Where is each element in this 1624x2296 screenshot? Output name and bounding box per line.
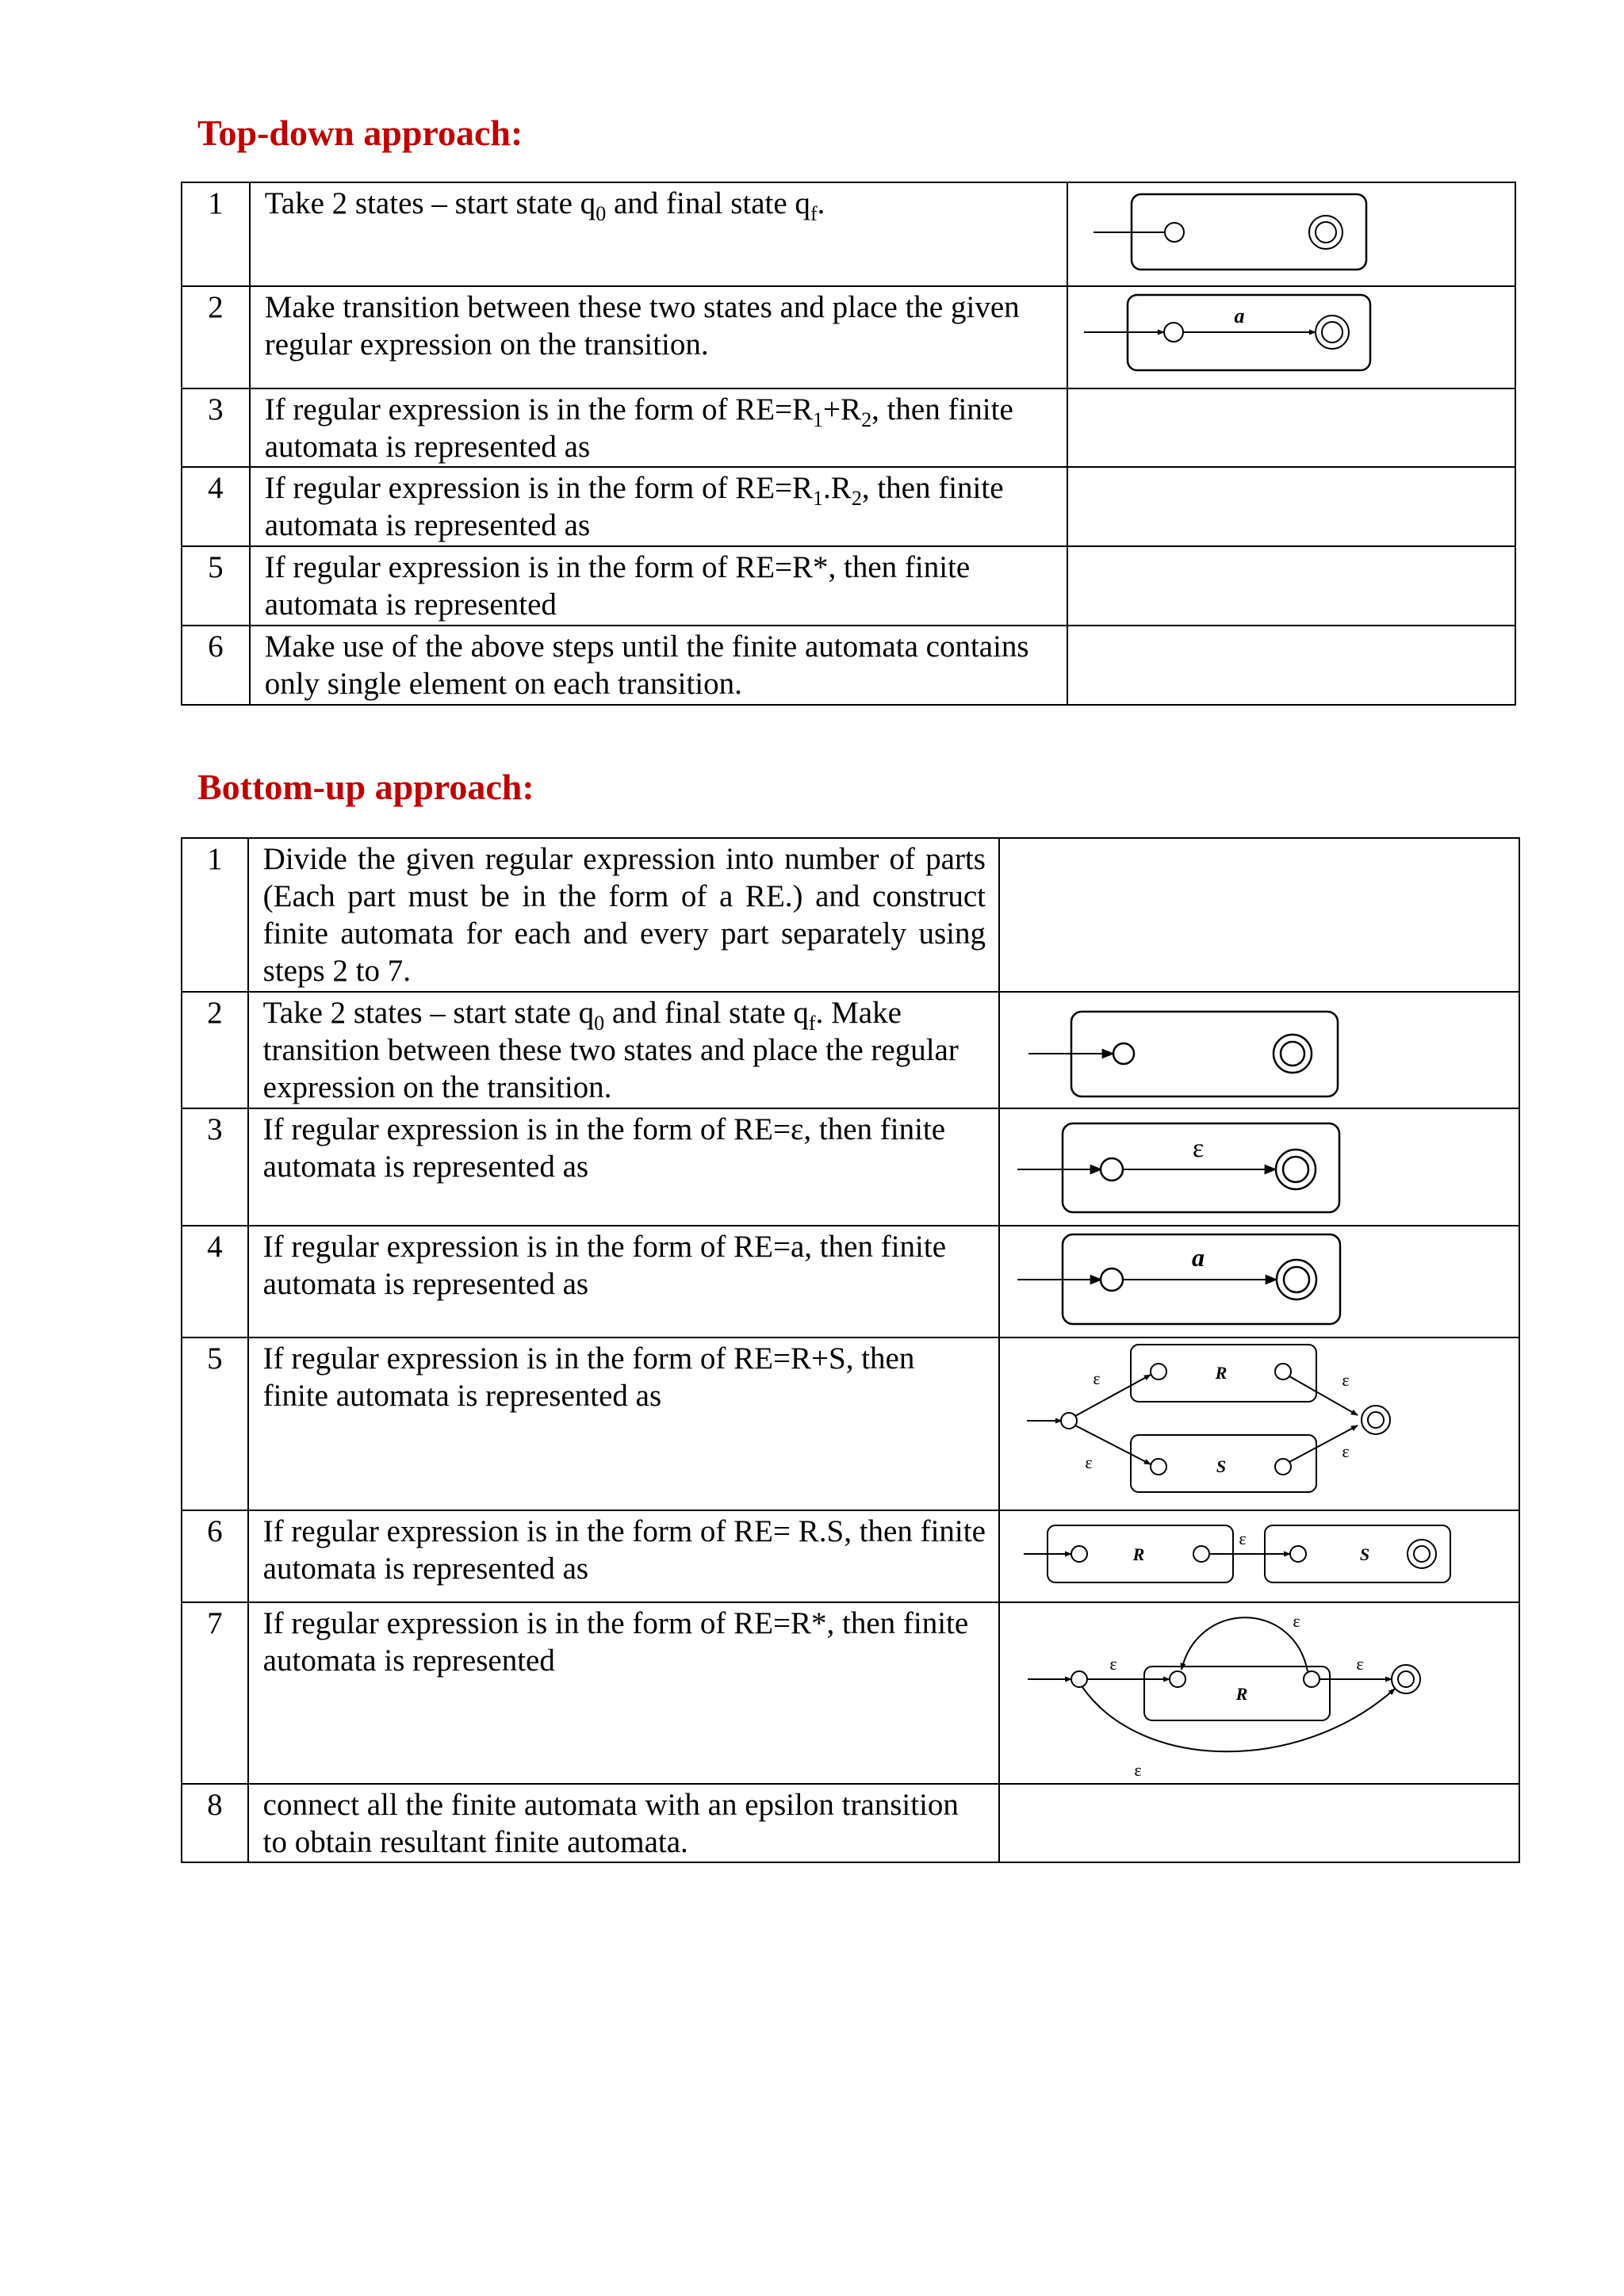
s-label: S xyxy=(1216,1456,1227,1476)
table-row xyxy=(182,1510,1519,1602)
final-state xyxy=(1309,216,1342,249)
step-number: 7 xyxy=(182,1602,248,1784)
table-row xyxy=(182,1784,1519,1862)
step-number: 2 xyxy=(182,992,248,1108)
step-text: Make transition between these two states and place the given regular expression on the transition. xyxy=(250,286,1067,388)
table-row xyxy=(182,626,1515,705)
step-figure-empty xyxy=(1067,388,1515,467)
epsilon-label: ε xyxy=(1356,1654,1364,1674)
step-figure xyxy=(999,1337,1519,1510)
start-state xyxy=(1165,223,1184,242)
r-label: R xyxy=(1235,1684,1248,1704)
step-text: If regular expression is in the form of RE=ε, then finite automata is represented as xyxy=(248,1108,999,1226)
step-number: 2 xyxy=(182,286,250,388)
epsilon-label: ε xyxy=(1109,1654,1117,1674)
step-text: If regular expression is in the form of RE=R+S, then finite automata is represented as xyxy=(248,1337,999,1510)
step-figure-empty xyxy=(1067,546,1515,626)
step-figure xyxy=(999,1510,1519,1602)
step-number: 4 xyxy=(182,1226,248,1337)
step-number: 6 xyxy=(182,1510,248,1602)
table-row xyxy=(182,1602,1519,1784)
automaton-transition-diagram xyxy=(1068,287,1515,388)
step-number: 5 xyxy=(182,546,250,626)
step-figure xyxy=(1067,286,1515,388)
table-row xyxy=(182,182,1515,286)
r-label: R xyxy=(1215,1363,1228,1383)
bottom-up-table xyxy=(181,837,1520,1863)
epsilon-label: ε xyxy=(1134,1760,1142,1780)
step-figure-empty xyxy=(1067,626,1515,705)
step-number: 6 xyxy=(182,626,250,705)
step-figure xyxy=(999,992,1519,1108)
automaton-start-final-diagram xyxy=(1068,183,1515,285)
epsilon-label: ε xyxy=(1342,1370,1350,1390)
step-figure-empty xyxy=(999,838,1519,992)
step-number: 3 xyxy=(182,388,250,467)
step-text: Make use of the above steps until the finite automata contains only single element on each transition. xyxy=(250,626,1067,705)
step-number: 5 xyxy=(182,1337,248,1510)
step-figure xyxy=(999,1602,1519,1784)
step-text: If regular expression is in the form of RE= R.S, then finite automata is represented as xyxy=(248,1510,999,1602)
epsilon-label: ε xyxy=(1239,1529,1247,1548)
top-down-heading: Top-down approach: xyxy=(197,113,523,153)
automaton-epsilon-diagram xyxy=(1000,1109,1519,1225)
step-number: 4 xyxy=(182,467,250,546)
table-row xyxy=(182,992,1519,1108)
epsilon-label: ε xyxy=(1093,1368,1101,1388)
epsilon-label: ε xyxy=(1085,1452,1093,1472)
step-number: 8 xyxy=(182,1784,248,1862)
epsilon-label: ε xyxy=(1342,1441,1350,1461)
step-number: 1 xyxy=(182,182,250,286)
automaton-start-final-diagram xyxy=(1000,993,1519,1108)
step-figure-empty xyxy=(1067,467,1515,546)
step-text: If regular expression is in the form of RE=a, then finite automata is represented as xyxy=(248,1226,999,1337)
transition-label: ε xyxy=(1192,1134,1205,1163)
s-label: S xyxy=(1359,1544,1370,1564)
step-text: If regular expression is in the form of RE=R*, then finite automata is represented xyxy=(250,546,1067,626)
step-text: Take 2 states – start state $q_0$ and final state $q_f$. Make transition between these two states and place the regular expression on the transition. xyxy=(248,992,999,1108)
epsilon-label: ε xyxy=(1293,1611,1300,1631)
r-label: R xyxy=(1132,1544,1145,1564)
automaton-concatenation-diagram xyxy=(1000,1511,1519,1601)
automaton-union-diagram xyxy=(1000,1338,1519,1510)
step-text: If regular expression is in the form of RE=R*, then finite automata is represented xyxy=(248,1602,999,1784)
transition-label: a xyxy=(1191,1243,1205,1272)
step-number: 1 xyxy=(182,838,248,992)
step-figure xyxy=(1067,182,1515,286)
table-row xyxy=(182,1108,1519,1226)
table-row xyxy=(182,546,1515,626)
table-row xyxy=(182,467,1515,546)
step-text: Take 2 states – start state $q_0$ and final state $q_f$. xyxy=(250,182,1067,286)
step-number: 3 xyxy=(182,1108,248,1226)
step-figure xyxy=(999,1226,1519,1337)
automaton-kleene-star-diagram xyxy=(1000,1603,1519,1783)
step-text: If regular expression is in the form of $RE=R_1+R_2$, then finite automata is represented as xyxy=(250,388,1067,467)
step-text: connect all the finite automata with an epsilon transition to obtain resultant finite automata. xyxy=(248,1784,999,1862)
table-row xyxy=(182,1226,1519,1337)
step-text: Divide the given regular expression into number of parts (Each part must be in the form of a RE.) and construct finite automata for each and every part separately using steps 2 to 7. xyxy=(248,838,999,992)
automaton-symbol-diagram xyxy=(1000,1226,1519,1337)
step-figure-empty xyxy=(999,1784,1519,1862)
table-row xyxy=(182,838,1519,992)
table-row xyxy=(182,388,1515,467)
table-row xyxy=(182,1337,1519,1510)
bottom-up-heading: Bottom-up approach: xyxy=(197,767,534,807)
step-text: If regular expression is in the form of $RE=R_1.R_2$, then finite automata is represented as xyxy=(250,467,1067,546)
top-down-table xyxy=(181,182,1516,706)
table-row xyxy=(182,286,1515,388)
transition-label: a xyxy=(1234,304,1245,327)
step-figure xyxy=(999,1108,1519,1226)
